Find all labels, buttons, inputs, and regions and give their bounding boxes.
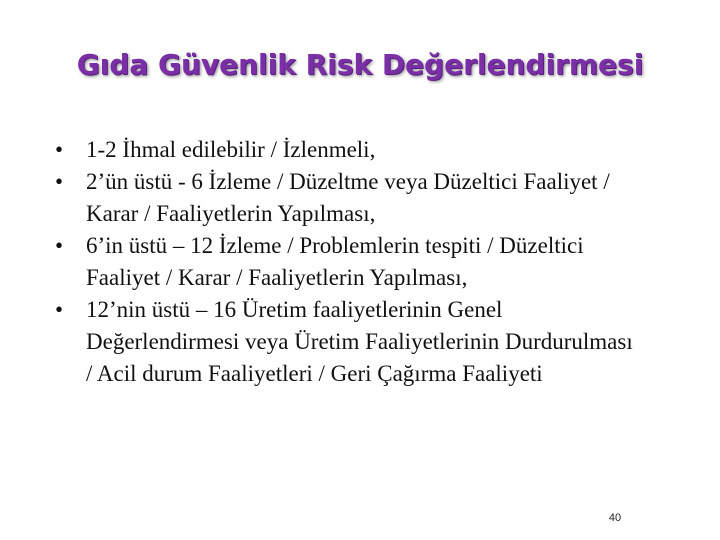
slide-title: Gıda Güvenlik Risk Değerlendirmesi (76, 48, 644, 81)
bullet-icon: • (55, 137, 64, 162)
bullet-text: 6’in üstü – 12 İzleme / Problemlerin tespiti / Düzeltici Faaliyet / Karar / Faaliyetlerin Yapılması, (86, 233, 584, 290)
bullet-item (55, 294, 635, 390)
bullet-icon: • (55, 169, 64, 194)
bullet-item (55, 134, 635, 166)
bullet-text: 12’nin üstü – 16 Üretim faaliyetlerinin Genel Değerlendirmesi veya Üretim Faaliyetlerinin Durdurulması / Acil durum Faaliyetleri / Geri Çağırma Faaliyeti (86, 297, 633, 386)
bullet-icon: • (55, 297, 64, 322)
bullet-text: 2’ün üstü - 6 İzleme / Düzeltme veya Düzeltici Faaliyet / Karar / Faaliyetlerin Yapılması, (86, 169, 610, 226)
bullet-icon: • (55, 233, 64, 258)
bullet-list (55, 134, 635, 390)
bullet-item (55, 230, 635, 294)
bullet-item (55, 166, 635, 230)
bullet-text: 1-2 İhmal edilebilir / İzlenmeli, (86, 137, 376, 162)
page-number: 40 (608, 512, 622, 524)
